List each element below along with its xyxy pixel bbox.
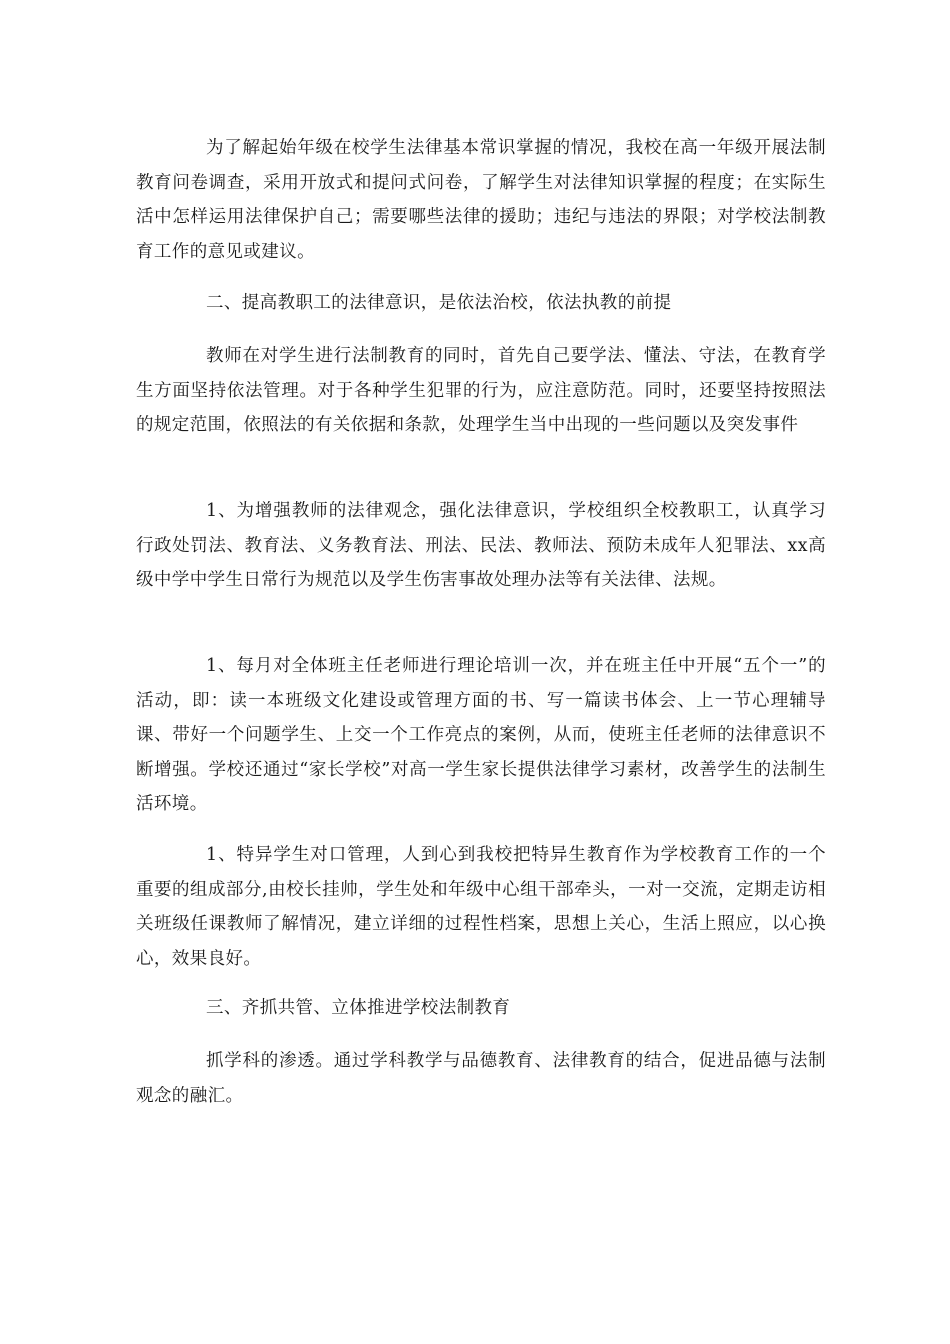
- paragraph-head-teacher-training: 1、每月对全体班主任老师进行理论培训一次，并在班主任中开展“五个一”的活动，即：读一本班级文化建设或管理方面的书、写一篇读书体会、上一节心理辅导课、带好一个问题学生、上交一个工作亮点的案例，从而，使班主任老师的法律意识不断增强。学校还通过“家长学校”对高一学生家长提供法律学习素材，改善学生的法制生活环境。: [136, 656, 826, 814]
- paragraph-special-students: 1、特异学生对口管理，人到心到我校把特异生教育作为学校教育工作的一个重要的组成部分,由校长挂帅，学生处和年级中心组干部牵头，一对一交流，定期走访相关班级任课教师了解情况，建立详细的过程性档案，思想上关心，生活上照应，以心换心，效果良好。: [136, 845, 826, 969]
- paragraph-teachers: 教师在对学生进行法制教育的同时，首先自己要学法、懂法、守法，在教育学生方面坚持依法管理。对于各种学生犯罪的行为，应注意防范。同时，还要坚持按照法的规定范围，依照法的有关依据和条款，处理学生当中出现的一些问题以及突发事件: [136, 346, 826, 435]
- section-heading-three: 三、齐抓共管、立体推进学校法制教育: [206, 998, 511, 1018]
- paragraph-subject-integration: 抓学科的渗透。通过学科教学与品德教育、法律教育的结合，促进品德与法制观念的融汇。: [136, 1051, 826, 1106]
- paragraph-survey: 为了解起始年级在校学生法律基本常识掌握的情况，我校在高一年级开展法制教育问卷调查，采用开放式和提问式问卷，了解学生对法律知识掌握的程度；在实际生活中怎样运用法律保护自己；需要哪些法律的援助；违纪与违法的界限；对学校法制教育工作的意见或建议。: [136, 138, 826, 262]
- section-heading-two: 二、提高教职工的法律意识，是依法治校，依法执教的前提: [206, 293, 672, 313]
- paragraph-law-study: 1、为增强教师的法律观念，强化法律意识，学校组织全校教职工，认真学习行政处罚法、教育法、义务教育法、刑法、民法、教师法、预防未成年人犯罪法、xx高级中学中学生日常行为规范以及学生伤害事故处理办法等有关法律、法规。: [136, 501, 826, 590]
